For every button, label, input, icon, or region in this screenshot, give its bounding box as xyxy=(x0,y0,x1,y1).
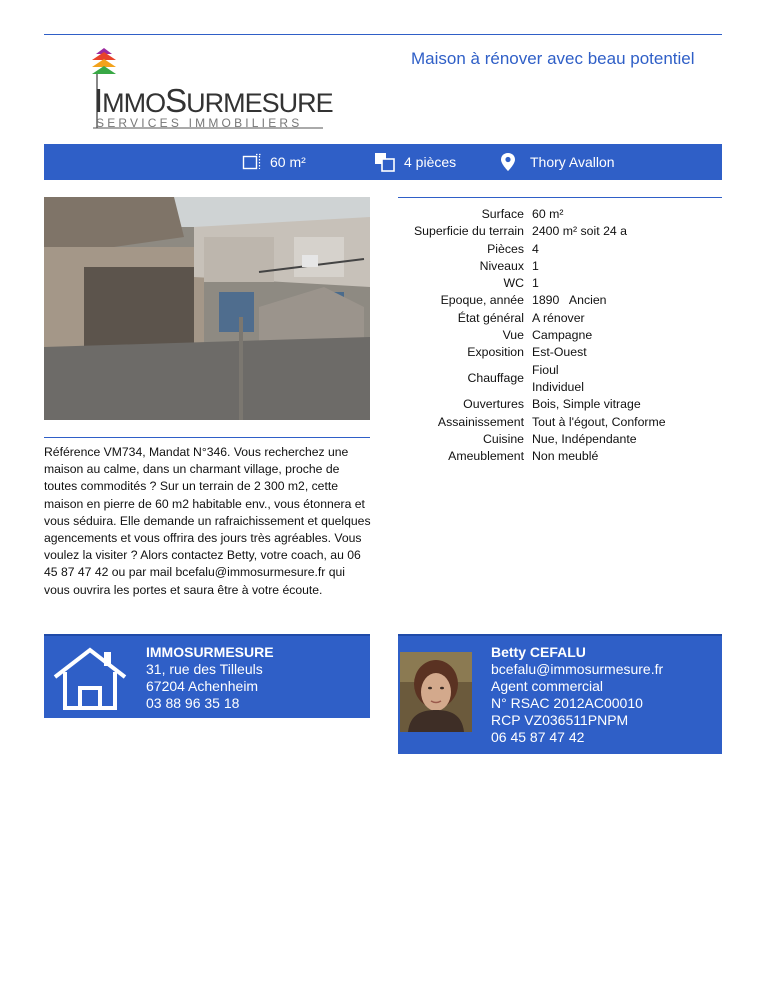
spec-value: 1 xyxy=(532,276,539,291)
location-label: Thory Avallon xyxy=(530,154,615,170)
description: Référence VM734, Mandat N°346. Vous recherchez une maison au calme, dans un charmant village, proche de toutes commodités ? Sur un terrain de 2 300 m2, cette maison en pierre de 60 m2 habitable env., vous étonnera et vous séduira. Elle demande un rafraichissement et quelques agencements et vous offrira des jours très agréables. Vous voulez la visiter ? Alors contactez Betty, votre coach, au 06 45 87 47 42 ou par mail bcefalu@immosurmesure.fr qui vous ouvrira les portes et saura être à votre écoute. xyxy=(44,445,371,597)
agent-name: Betty CEFALU xyxy=(491,644,586,660)
brand-initial-2: S xyxy=(165,82,187,119)
info-bar xyxy=(44,144,722,180)
spec-label: Ameublement xyxy=(448,449,524,464)
agent-role: Agent commercial xyxy=(491,678,604,694)
top-rule xyxy=(44,34,722,35)
spec-value: 1 xyxy=(532,258,539,273)
surface-label: 60 m² xyxy=(270,154,306,170)
spec-label: Superficie du terrain xyxy=(413,224,524,239)
spec-label: WC xyxy=(503,276,524,291)
agent-card xyxy=(398,634,722,754)
agency-street: 31, rue des Tilleuls xyxy=(146,661,263,677)
agency-card xyxy=(44,634,370,718)
spec-row xyxy=(398,362,722,397)
agent-rcp: RCP VZ036511PNPM xyxy=(491,712,629,728)
spec-row xyxy=(398,396,722,413)
spec-value: A rénover xyxy=(532,310,585,325)
spec-row xyxy=(398,310,722,327)
spec-label: Niveaux xyxy=(479,258,524,273)
spec-value-line: Fioul xyxy=(532,362,559,377)
spec-value: Non meublé xyxy=(532,449,599,464)
specs-table xyxy=(398,206,722,465)
agency-city: 67204 Achenheim xyxy=(146,678,259,694)
spec-value: Campagne xyxy=(532,328,593,343)
spec-label: Chauffage xyxy=(467,371,524,386)
brand-initial-1: I xyxy=(94,82,103,119)
agent-avatar xyxy=(400,652,472,732)
agency-details xyxy=(146,644,274,712)
spec-value xyxy=(532,362,722,397)
spec-row xyxy=(398,275,722,292)
brand-part-1: MMO xyxy=(102,88,166,118)
brand-part-2: URMESURE xyxy=(186,88,333,118)
spec-label: Epoque, année xyxy=(440,293,524,308)
spec-row xyxy=(398,206,722,223)
agency-card-top-border xyxy=(44,634,370,636)
spec-row xyxy=(398,241,722,258)
property-photo xyxy=(44,197,370,420)
surface-item xyxy=(242,144,306,180)
agency-phone[interactable]: 03 88 96 35 18 xyxy=(146,695,240,711)
rooms-label: 4 pièces xyxy=(404,154,457,170)
surface-icon xyxy=(242,153,262,171)
location-item xyxy=(500,144,615,180)
agent-rsac: N° RSAC 2012AC00010 xyxy=(491,695,643,711)
spec-row xyxy=(398,223,722,240)
spec-row xyxy=(398,448,722,465)
spec-row xyxy=(398,292,722,309)
agent-email[interactable]: bcefalu@immosurmesure.fr xyxy=(491,661,664,677)
house-icon xyxy=(52,646,128,712)
spec-row xyxy=(398,258,722,275)
agent-phone[interactable]: 06 45 87 47 42 xyxy=(491,729,585,745)
spec-row xyxy=(398,344,722,361)
spec-value: 60 m² xyxy=(532,207,564,221)
spec-value: 1890 Ancien xyxy=(532,293,607,308)
spec-value: Nue, Indépendante xyxy=(532,431,637,446)
spec-row xyxy=(398,414,722,431)
specs-rule xyxy=(398,197,722,198)
description-rule xyxy=(44,437,370,438)
listing-title: Maison à rénover avec beau potentiel xyxy=(411,49,695,68)
spec-label: État général xyxy=(457,310,524,325)
spec-value: Bois, Simple vitrage xyxy=(532,397,641,412)
spec-label: Pièces xyxy=(487,241,524,256)
spec-label: Surface xyxy=(481,207,524,221)
spec-value: 4 xyxy=(532,241,539,256)
spec-label: Vue xyxy=(502,328,524,343)
rooms-icon xyxy=(374,152,396,172)
spec-label: Cuisine xyxy=(482,431,524,446)
spec-label: Exposition xyxy=(467,345,524,360)
spec-label: Assainissement xyxy=(437,414,524,429)
spec-value-line: Individuel xyxy=(532,379,584,394)
brand-wordmark xyxy=(94,82,333,120)
agent-card-top-border xyxy=(398,634,722,636)
spec-value: 2400 m² soit 24 a xyxy=(532,224,628,239)
agent-details xyxy=(491,644,663,746)
location-pin-icon xyxy=(500,152,516,172)
spec-row xyxy=(398,327,722,344)
brand-tagline: SERVICES IMMOBILIERS xyxy=(96,116,303,130)
spec-value: Est-Ouest xyxy=(532,345,587,360)
rooms-item xyxy=(374,144,456,180)
agency-name: IMMOSURMESURE xyxy=(146,644,274,660)
spec-value: Tout à l'égout, Conforme xyxy=(532,414,666,429)
spec-label: Ouvertures xyxy=(463,397,524,412)
spec-row xyxy=(398,431,722,448)
